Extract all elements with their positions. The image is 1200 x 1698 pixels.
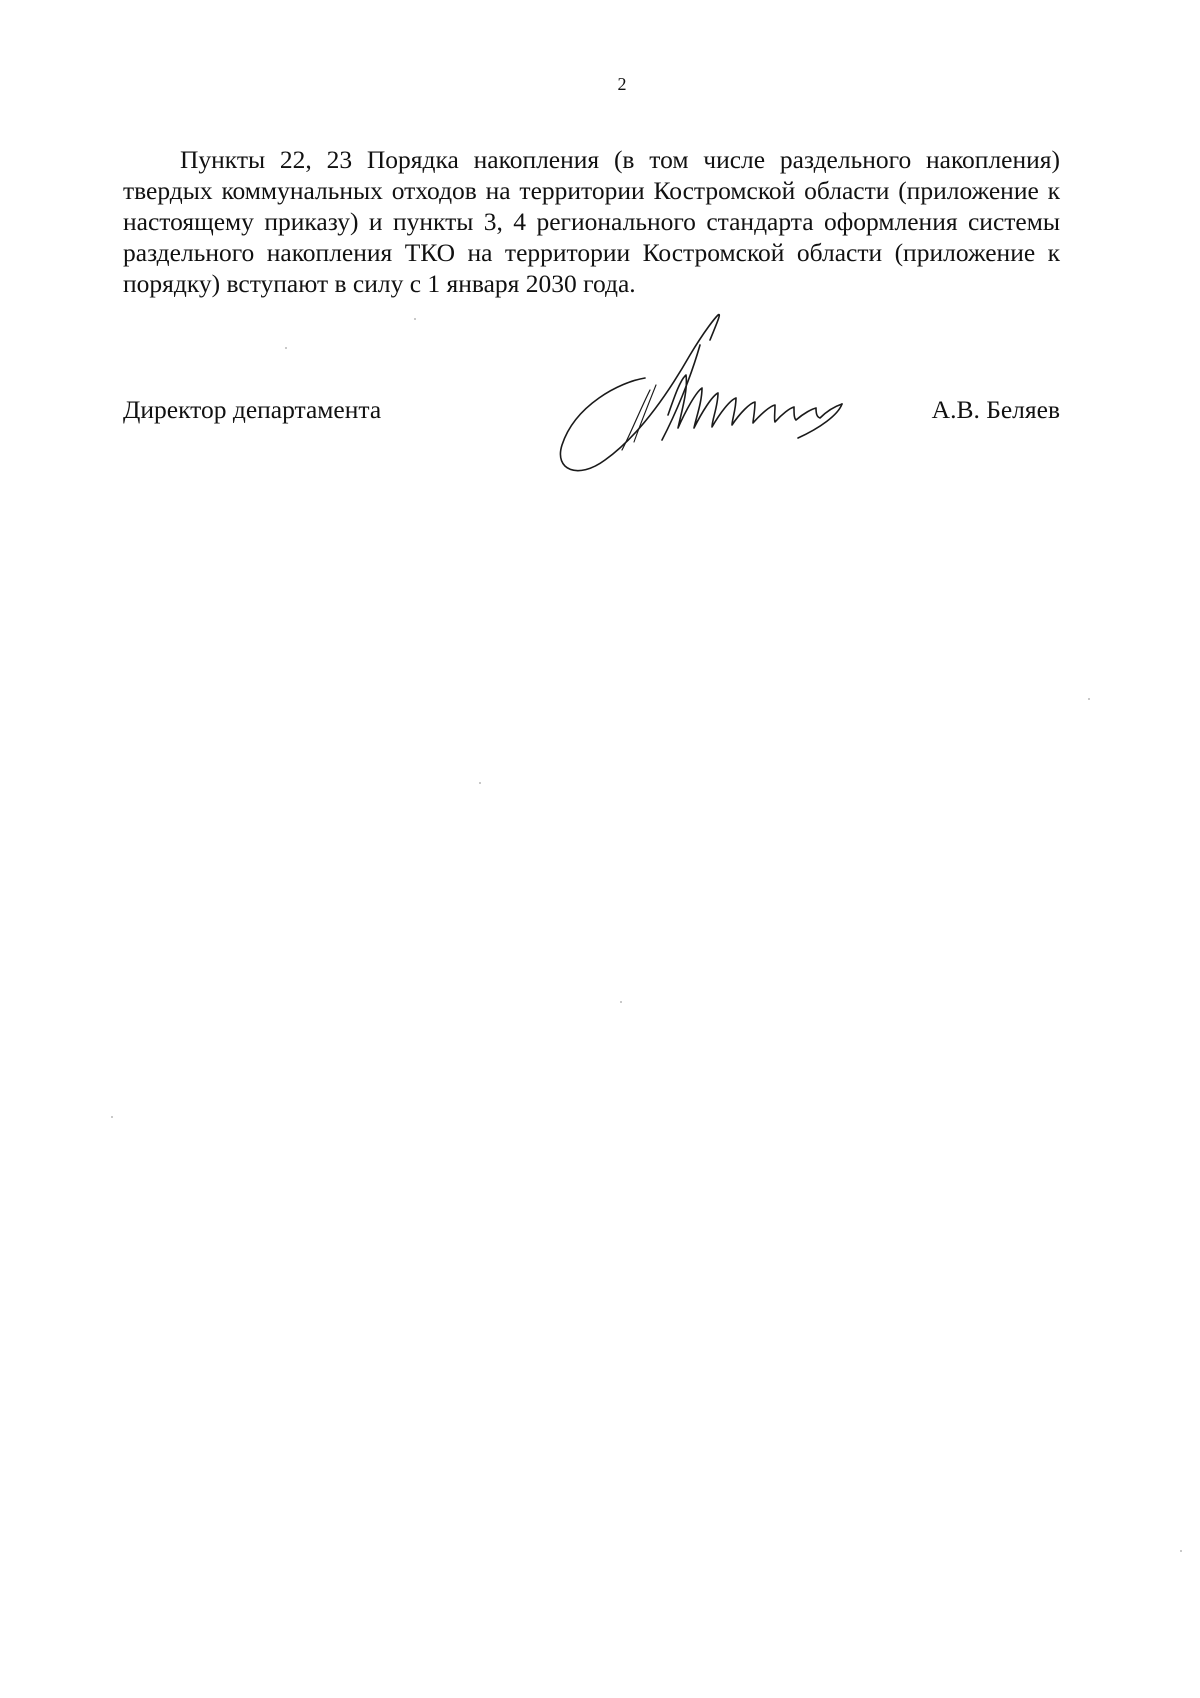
signature-line	[123, 394, 1060, 434]
scan-speck	[479, 782, 481, 784]
scan-speck	[1088, 698, 1090, 700]
body-paragraph: Пункты 22, 23 Порядка накопления (в том числе раздельного накопления) твердых коммунальных отходов на территории Костромской области (приложение к настоящему приказу) и пункты 3, 4 регионального стандарта оформления системы раздельного накопления ТКО на территории Костромской области (приложение к порядку) вступают в силу с 1 января 2030 года.	[123, 145, 1060, 298]
scan-speck	[111, 1116, 113, 1118]
signer-name: А.В. Беляев	[931, 395, 1060, 424]
signer-title: Директор департамента	[123, 395, 382, 424]
scan-speck	[285, 347, 287, 349]
scan-speck	[1180, 1550, 1182, 1552]
scan-speck	[414, 318, 416, 320]
scan-speck	[620, 1001, 622, 1003]
page-number: 2	[617, 74, 627, 94]
